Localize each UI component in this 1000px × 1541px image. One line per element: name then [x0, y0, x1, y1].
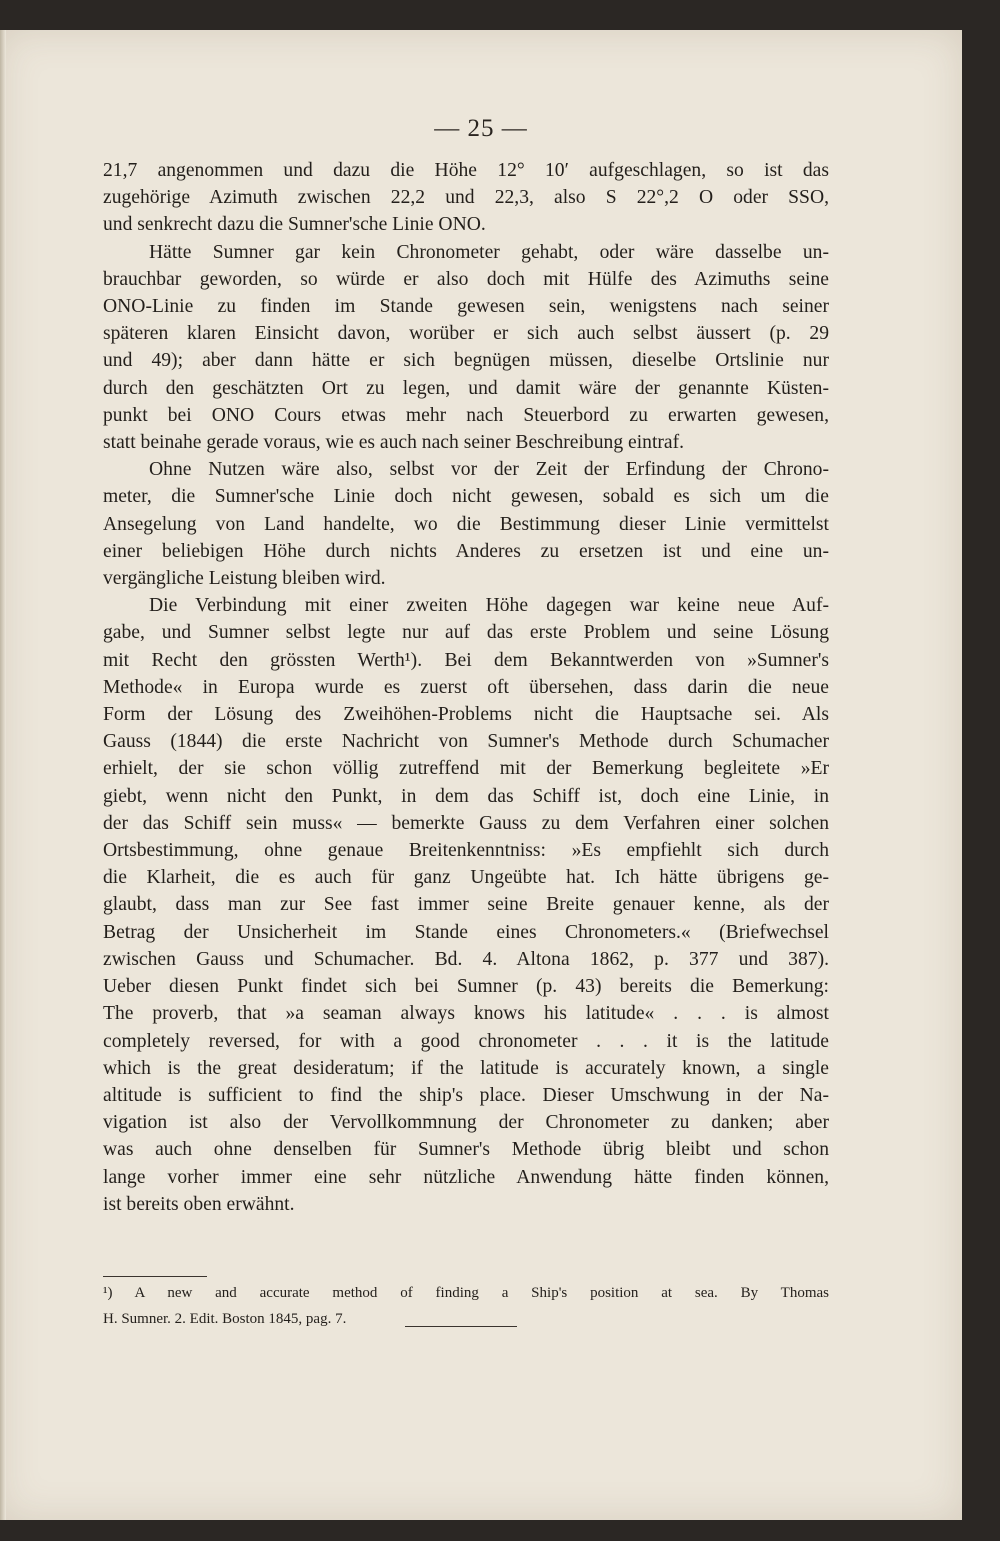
text-line: ist bereits oben erwähnt. [103, 1193, 295, 1215]
text-line: brauchbar geworden, so würde er also doch mit Hülfe des Azimuths seine [103, 268, 829, 290]
text-line: Gauss (1844) die erste Nachricht von Sumner's Methode durch Schumacher [103, 731, 829, 753]
text-line: glaubt, dass man zur See fast immer seine Breite genauer kenne, als der [103, 894, 829, 916]
text-line: gabe, und Sumner selbst legte nur auf das erste Problem und seine Lösung [103, 622, 829, 644]
page-number: — 25 — [434, 115, 528, 142]
text-line: zwischen Gauss und Schumacher. Bd. 4. Altona 1862, p. 377 und 387). [103, 948, 829, 970]
text-line: Methode« in Europa wurde es zuerst oft übersehen, dass darin die neue [103, 676, 829, 698]
text-line: completely reversed, for with a good chronometer . . . it is the latitude [103, 1030, 829, 1052]
text-line: vergängliche Leistung bleiben wird. [103, 568, 386, 590]
text-line: Hätte Sumner gar kein Chronometer gehabt, oder wäre dasselbe un- [149, 241, 829, 263]
text-line: statt beinahe gerade voraus, wie es auch nach seiner Beschreibung eintraf. [103, 432, 685, 454]
binding-edge [0, 30, 6, 1520]
text-line: giebt, wenn nicht den Punkt, in dem das Schiff ist, doch eine Linie, in [103, 785, 829, 807]
footnote-rule [103, 1276, 207, 1277]
text-line: erhielt, der sie schon völlig zutreffend mit der Bemerkung begleitete »Er [103, 758, 829, 780]
text-line: Ohne Nutzen wäre also, selbst vor der Zeit der Erfindung der Chrono- [149, 459, 829, 481]
footnote-line: ¹) A new and accurate method of finding a Ship's position at sea. By Thomas [103, 1285, 829, 1301]
text-line: lange vorher immer eine sehr nützliche Anwendung hätte finden können, [103, 1166, 829, 1188]
text-line: zugehörige Azimuth zwischen 22,2 und 22,3, also S 22°,2 O oder SSO, [103, 187, 829, 209]
text-line: Betrag der Unsicherheit im Stande eines Chronometers.« (Briefwechsel [103, 921, 829, 943]
text-line: The proverb, that »a seaman always knows his latitude« . . . is almost [103, 1003, 829, 1025]
text-line: und senkrecht dazu die Sumner'sche Linie ONO. [103, 214, 486, 236]
body-text [103, 157, 829, 1218]
text-line: ONO-Linie zu finden im Stande gewesen sein, wenigstens nach seiner [103, 296, 829, 318]
text-line: durch den geschätzten Ort zu legen, und damit wäre der genannte Küsten- [103, 377, 829, 399]
text-line: der das Schiff sein muss« — bemerkte Gauss zu dem Verfahren einer solchen [103, 812, 829, 834]
text-line: altitude is sufficient to find the ship's place. Dieser Umschwung in der Na- [103, 1084, 829, 1106]
text-line: Form der Lösung des Zweihöhen-Problems nicht die Hauptsache sei. Als [103, 704, 829, 726]
text-line: mit Recht den grössten Werth¹). Bei dem Bekanntwerden von »Sumner's [103, 649, 829, 671]
text-line: Ortsbestimmung, ohne genaue Breitenkenntniss: »Es empfiehlt sich durch [103, 840, 829, 862]
text-line: Ueber diesen Punkt findet sich bei Sumner (p. 43) bereits die Bemerkung: [103, 976, 829, 998]
text-line: einer beliebigen Höhe durch nichts Anderes zu ersetzen ist und eine un- [103, 540, 829, 562]
text-line: which is the great desideratum; if the latitude is accurately known, a single [103, 1057, 829, 1079]
text-line: Die Verbindung mit einer zweiten Höhe dagegen war keine neue Auf- [149, 595, 829, 617]
book-page [0, 30, 962, 1520]
text-line: Ansegelung von Land handelte, wo die Bestimmung dieser Linie vermittelst [103, 513, 829, 535]
closing-rule [405, 1326, 517, 1327]
text-line: und 49); aber dann hätte er sich begnügen müssen, dieselbe Ortslinie nur [103, 350, 829, 372]
text-line: 21,7 angenommen und dazu die Höhe 12° 10′ aufgeschlagen, so ist das [103, 160, 829, 181]
text-line: späteren klaren Einsicht davon, worüber er sich auch selbst äussert (p. 29 [103, 323, 829, 345]
footnote-line: H. Sumner. 2. Edit. Boston 1845, pag. 7. [103, 1311, 347, 1327]
text-line: meter, die Sumner'sche Linie doch nicht gewesen, sobald es sich um die [103, 486, 829, 508]
text-line: punkt bei ONO Cours etwas mehr nach Steuerbord zu erwarten gewesen, [103, 404, 829, 426]
text-line: die Klarheit, die es auch für ganz Ungeübte hat. Ich hätte übrigens ge- [103, 867, 829, 889]
footnote [103, 1280, 829, 1332]
text-line: was auch ohne denselben für Sumner's Methode übrig bleibt und schon [103, 1139, 829, 1161]
text-line: vigation ist also der Vervollkommnung der Chronometer zu danken; aber [103, 1112, 829, 1134]
